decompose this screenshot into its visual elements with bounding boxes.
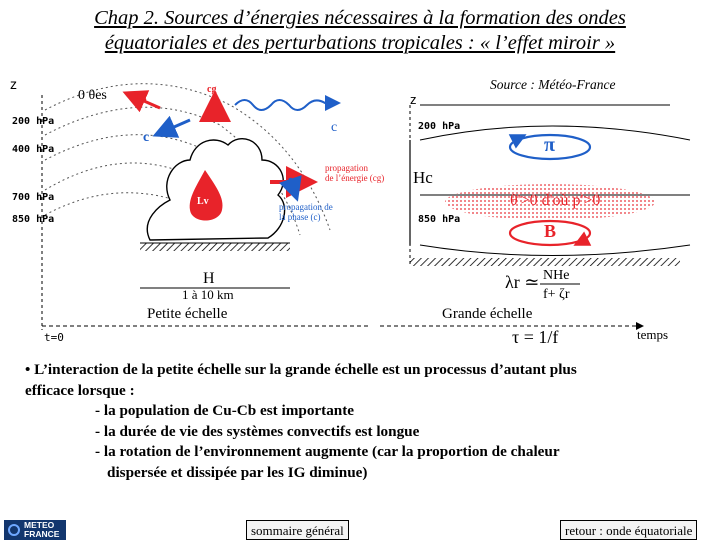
title-line-2: équatoriales et des perturbations tropicales : « l’effet miroir » — [104, 32, 616, 54]
source-note: Source : Météo-France — [490, 77, 616, 92]
bullet-line-4: - la durée de vie des systèmes convectifs est longue — [95, 422, 420, 440]
right-ground — [410, 258, 680, 266]
h-range-label: 1 à 10 km — [182, 287, 234, 302]
time-label: temps — [637, 327, 669, 342]
bullet-line-6: dispersée et dissipée par les IG diminue) — [107, 463, 368, 481]
title-line-1: Chap 2. Sources d’énergies nécessaires à la formation des ondes — [94, 7, 626, 29]
level-400: 400 hPa — [12, 144, 55, 155]
sommaire-general-button[interactable]: sommaire général — [246, 520, 349, 540]
level-200: 200 hPa — [12, 116, 55, 127]
bullet-text — [25, 360, 577, 483]
theta-es-label: 0 θes — [78, 88, 107, 103]
cg-top-label: cg — [207, 84, 217, 95]
meteo-france-logo: METEO FRANCE — [4, 520, 66, 540]
lambda-label: λr ≃ — [505, 272, 540, 292]
t0-label: t=0 — [44, 331, 64, 344]
fraction-denominator: f+ ζr — [543, 287, 570, 302]
retour-onde-equatoriale-button[interactable]: retour : onde équatoriale — [560, 520, 697, 540]
theta-condition-label: θ'>0 d'où p'>0 — [510, 192, 601, 209]
hc-label: Hc — [413, 168, 433, 187]
right-level-200: 200 hPa — [418, 121, 461, 132]
grande-echelle-label: Grande échelle — [442, 306, 533, 322]
level-850: 850 hPa — [12, 214, 55, 225]
right-level-850: 850 hPa — [418, 214, 461, 225]
tau-label: τ = 1/f — [512, 327, 559, 347]
right-z-label: z — [410, 92, 417, 107]
bullet-line-2: efficace lorsque : — [25, 381, 135, 399]
left-z-label: z — [10, 76, 17, 92]
c-left-label: c — [143, 130, 150, 145]
phase-propagation-label: propagation de la phase (c) — [279, 202, 333, 222]
left-ground — [140, 243, 290, 251]
cg-left-label: cg — [135, 88, 147, 102]
bullet-line-3: - la population de Cu-Cb est importante — [95, 402, 355, 419]
lv-label: Lv — [197, 196, 209, 207]
pi-label: π — [544, 134, 555, 156]
wave-arrow — [235, 100, 337, 110]
c-right-label: c — [331, 120, 338, 135]
energy-propagation-label: propagation de l’énergie (cg) — [325, 163, 385, 183]
logo-icon — [8, 524, 20, 536]
level-700: 700 hPa — [12, 192, 55, 203]
fraction-numerator: NHe — [543, 268, 570, 283]
bullet-line-5: - la rotation de l’environnement augmente (car la proportion de chaleur — [95, 443, 560, 460]
h-label: H — [203, 270, 215, 287]
bullet-line-1: • L’interaction de la petite échelle sur la grande échelle est un processus d’autant plus — [25, 361, 577, 378]
petite-echelle-label: Petite échelle — [147, 306, 228, 322]
b-label: B — [544, 221, 557, 241]
c-arrow-left — [158, 120, 190, 134]
